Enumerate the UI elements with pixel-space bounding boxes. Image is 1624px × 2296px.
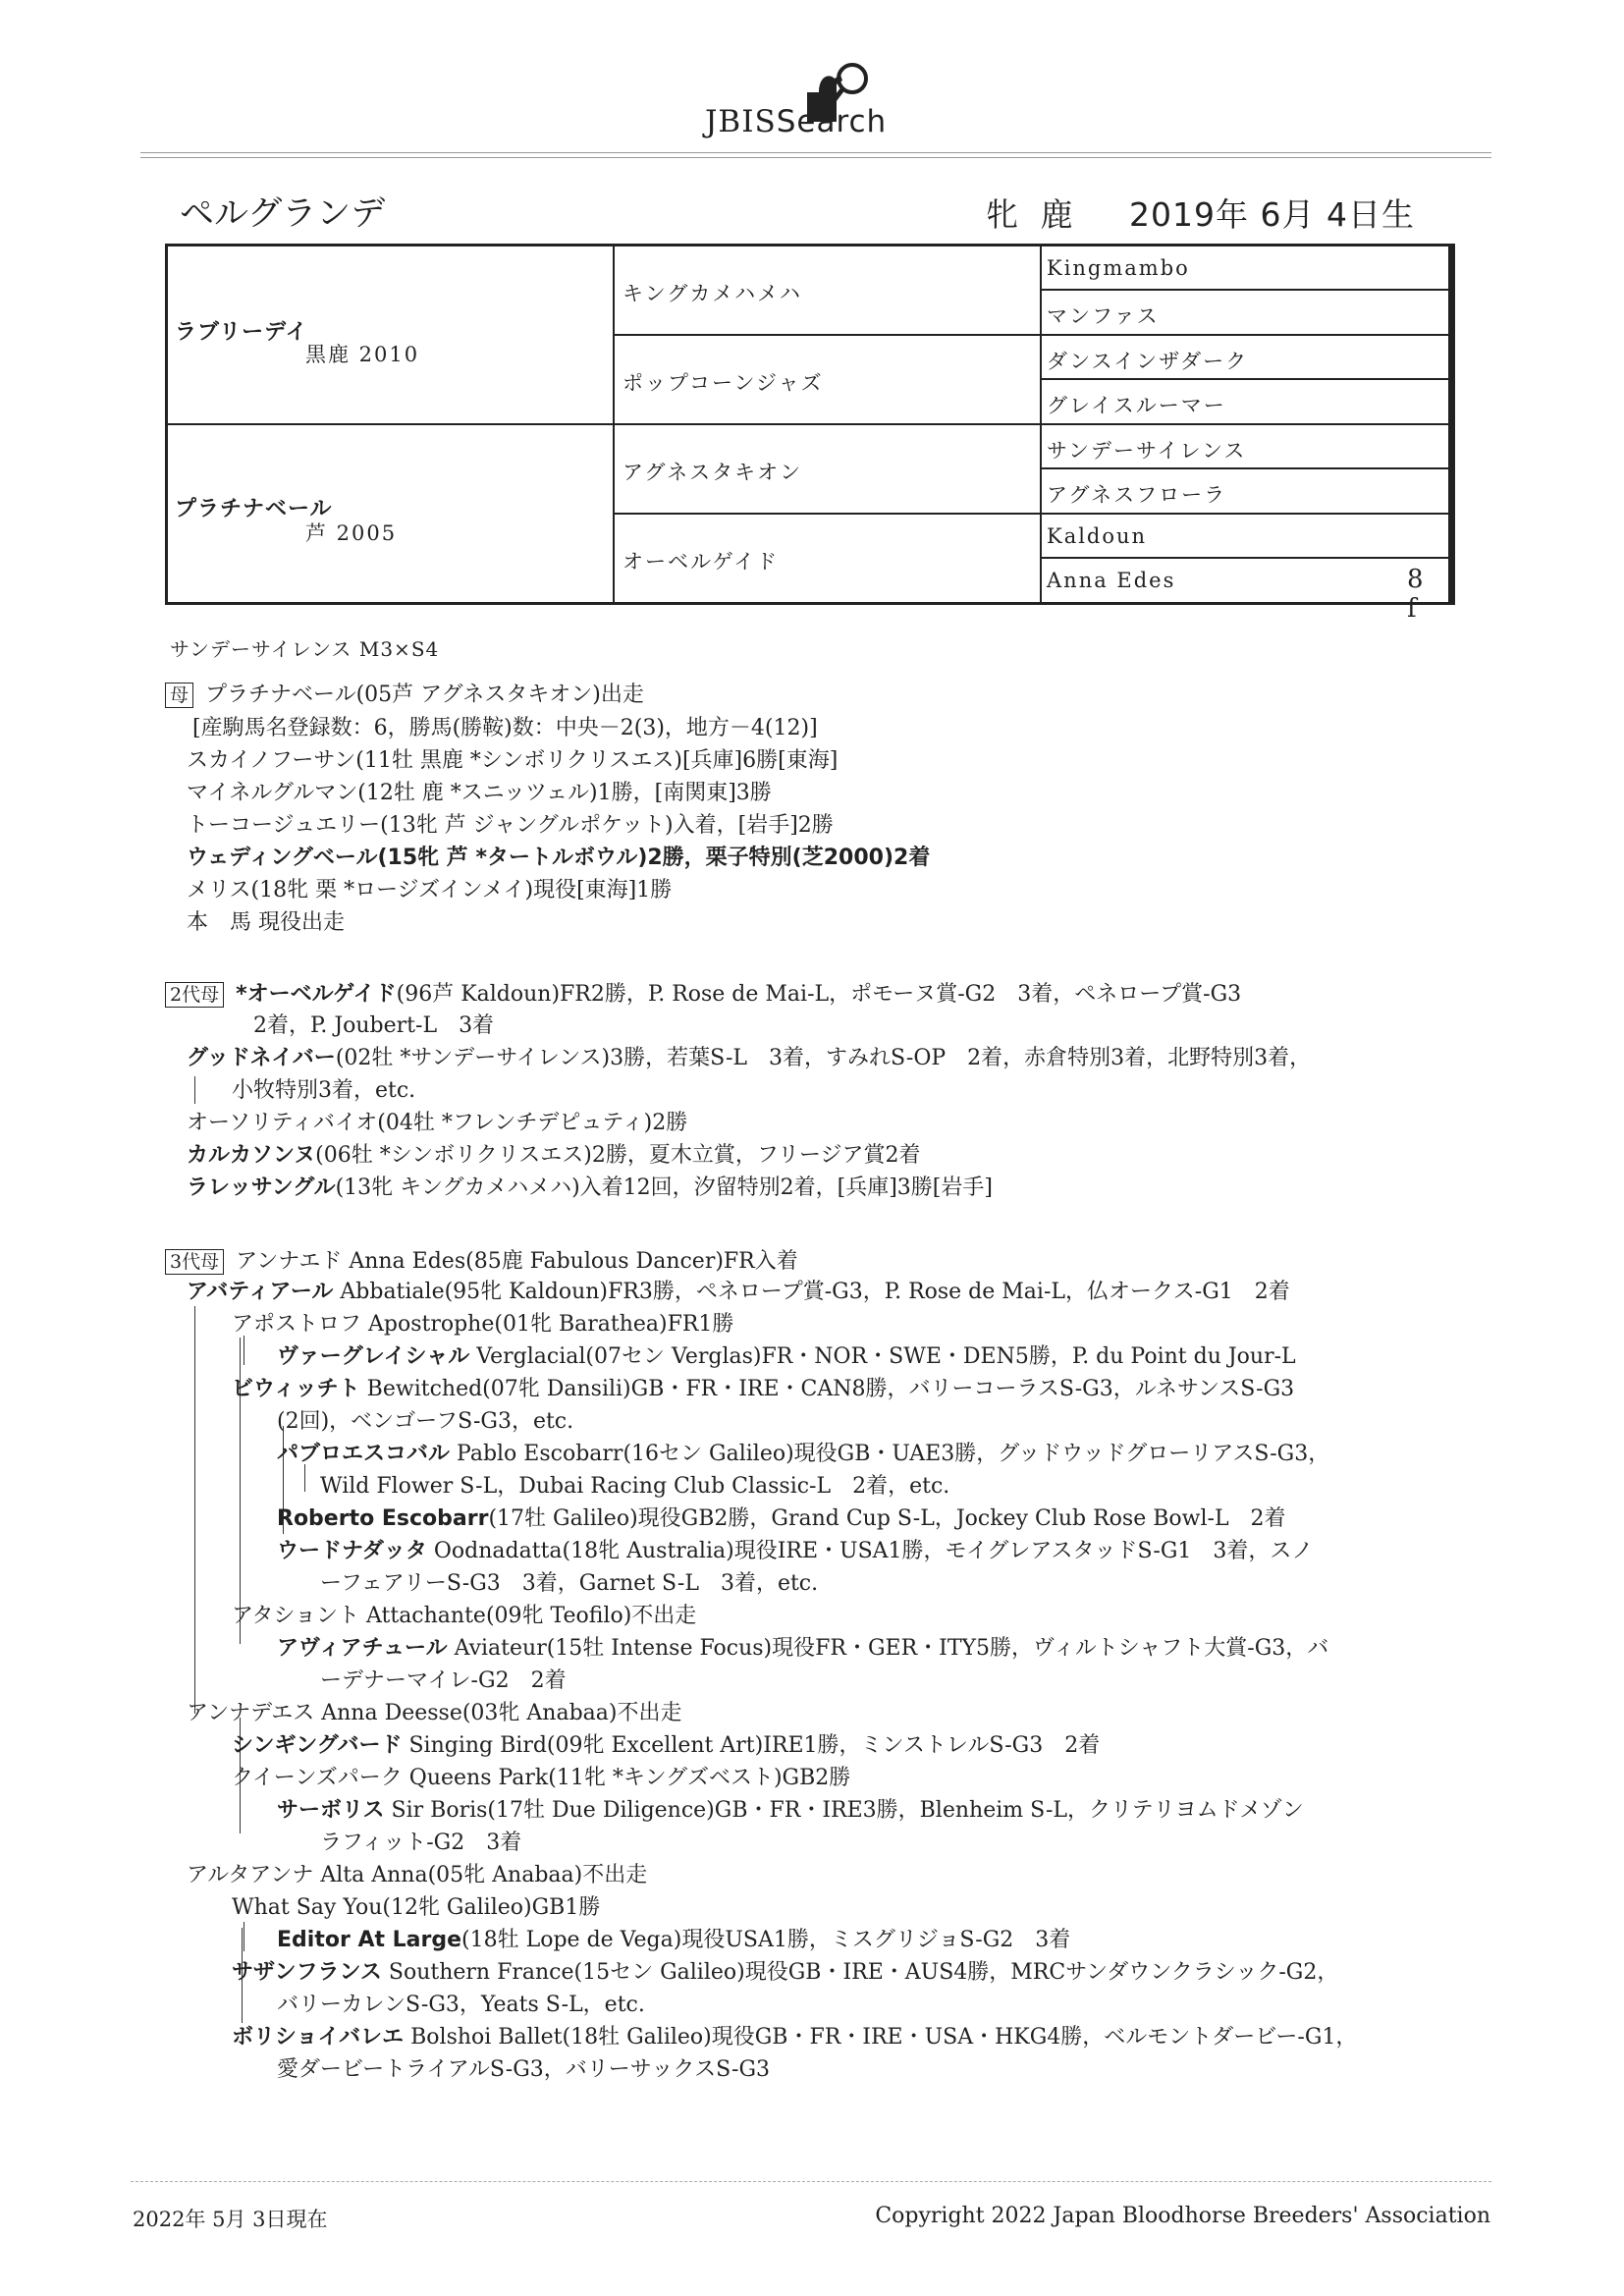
horse-name: Roberto Escobarr — [277, 1506, 489, 1531]
horse-name: アヴィアチュール — [277, 1636, 448, 1661]
horse-name: ヴァーグレイシャル — [277, 1344, 470, 1369]
granddam-line-4: 小牧特別3着，etc. — [232, 1078, 416, 1103]
granddam-line-6 — [187, 1145, 921, 1167]
jbis-logo — [705, 57, 941, 155]
s3-line-14: アンナデエス Anna Deesse(03牝 Anabaa)不出走 — [187, 1701, 682, 1725]
horse-name: ボリショイバレエ — [232, 2025, 405, 2050]
horse-record: Southern France(15セン Galileo)現役GB・IRE・AUS4勝，MRCサンダウンクラシック-G2， — [381, 1960, 1339, 1985]
horse-record: (17牡 Galileo)現役GB2勝，Grand Cup S-L，Jockey Club Rose Bowl-L 2着 — [488, 1506, 1286, 1531]
progeny-2: マイネルグルマン(12牡 鹿 *スニッツェル)1勝，[南関東]3勝 — [187, 781, 772, 805]
logo-text — [705, 104, 887, 139]
horse-record: (18牡 Lope de Vega)現役USA1勝，ミスグリジョS-G2 3着 — [461, 1928, 1071, 1952]
s3-line-1 — [187, 1282, 1290, 1303]
birth-date: 2019年 6月 4日生 — [1129, 195, 1415, 234]
s3-line-15 — [232, 1735, 1100, 1757]
s3-line-20: What Say You(12牝 Galileo)GB1勝 — [232, 1895, 601, 1920]
s3-line-16: クイーンズパーク Queens Park(11牝 *キングズベスト)GB2勝 — [232, 1766, 851, 1790]
horse-record: (02牡 *サンデーサイレンス)3勝，若葉S-L 3着，すみれS-OP 2着，赤倉特別3着，北野特別3着， — [335, 1046, 1312, 1070]
horse-name: Editor At Large — [277, 1928, 462, 1952]
s3-line-3 — [277, 1346, 1296, 1368]
s3-line-12 — [277, 1638, 1328, 1660]
tree-line — [194, 1306, 195, 1714]
s3-line-11: アタショント Attachante(09牝 Teofilo)不出走 — [232, 1604, 697, 1628]
gen3-7: Kaldoun — [1047, 524, 1148, 548]
horse-record: Pablo Escobarr(16セン Galileo)現役GB・UAE3勝，グッドウッドグローリアスS-G3， — [450, 1442, 1330, 1466]
gen3-3: ダンスインザダーク — [1047, 350, 1249, 373]
pedigree-table — [165, 244, 1455, 624]
horse-record: Bewitched(07牝 Dansili)GB・FR・IRE・CAN8勝，バリーコーラスS-G3，ルネサンスS-G3 — [359, 1377, 1295, 1401]
s3-line-24 — [232, 2027, 1357, 2049]
s3-line-4 — [232, 1379, 1294, 1400]
s3-line-7: Wild Flower S-L，Dubai Racing Club Classic-L 2着，etc. — [320, 1474, 950, 1499]
inbreeding-note: サンデーサイレンス M3×S4 — [170, 637, 440, 661]
progeny-4-text: ウェディングベール(15牝 芦 *タートルボウル)2勝，栗子特別(芝2000)2着 — [187, 846, 931, 870]
dam-summary: [産駒馬名登録数：6，勝馬(勝鞍)数：中央－2(3)，地方－4(12)] — [192, 716, 818, 740]
horse-record: Bolshoi Ballet(18牡 Galileo)現役GB・FR・IRE・USA・HKG4勝，ベルモントダービー-G1， — [404, 2025, 1358, 2050]
gen2-4: オーベルゲイド — [623, 550, 780, 574]
horse-name: ラレッサングル — [187, 1175, 336, 1200]
gen2-2: ポップコーンジャズ — [623, 371, 824, 395]
granddam-line-2: 2着，P. Joubert-L 3着 — [253, 1013, 495, 1038]
gen2-1: キングカメハメハ — [623, 282, 802, 305]
horse-record: Oodnadatta(18牝 Australia)現役IRE・USA1勝，モイグレアスタッドS-G1 3着，スノ — [426, 1539, 1314, 1563]
dam-head — [165, 683, 644, 708]
horse-record: Verglacial(07セン Verglas)FR・NOR・SWE・DEN5勝，P. du Point du Jour-L — [469, 1344, 1296, 1369]
granddam-line-7 — [187, 1177, 993, 1199]
as-of-date: 2022年 5月 3日現在 — [133, 2208, 328, 2231]
horse-name: ウードナダッタ — [277, 1539, 427, 1563]
horse-name: アバティアール — [187, 1280, 334, 1304]
gen3-2: マンファス — [1047, 304, 1160, 328]
sire-name: ラブリーデイ — [175, 320, 308, 345]
footer-rule — [131, 2181, 1491, 2182]
sire-info: 黒鹿 2010 — [305, 343, 420, 366]
s3-line-8 — [277, 1508, 1286, 1530]
s3-line-2: アポストロフ Apostrophe(01牝 Barathea)FR1勝 — [232, 1312, 734, 1337]
horse-name: シンギングバード — [232, 1733, 403, 1758]
gen3-1: Kingmambo — [1047, 256, 1190, 280]
horse-name: グッドネイバー — [187, 1046, 336, 1070]
s3-line-10: ーフェアリーS-G3 3着，Garnet S-L 3着，etc. — [320, 1571, 819, 1596]
s3-line-5: (2回)，ベンゴーフS-G3，etc. — [277, 1409, 574, 1434]
horse-name: ペルグランデ — [180, 194, 386, 234]
horse-name: ビウィッチト — [232, 1377, 360, 1401]
dam-name: プラチナベール — [175, 497, 333, 521]
s3-line-22 — [232, 1962, 1338, 1984]
horse-record: (06牡 *シンボリクリスエス)2勝，夏木立賞，フリージア賞2着 — [315, 1143, 921, 1168]
gen3-8: Anna Edes — [1047, 569, 1176, 592]
gen2-3: アグネスタキオン — [623, 461, 803, 484]
progeny-6: 本 馬 現役出走 — [187, 910, 345, 935]
dam-info: 芦 2005 — [305, 521, 398, 545]
granddam-line-1 — [165, 982, 1241, 1008]
progeny-1: スカイノフーサン(11牡 黒鹿 *シンボリクリスエス)[兵庫]6勝[東海] — [187, 748, 839, 773]
s3-line-17 — [277, 1800, 1304, 1822]
s3-line-6 — [277, 1444, 1329, 1465]
progeny-3: トーコージュエリー(13牝 芦 ジャングルポケット)入着，[岩手]2勝 — [187, 813, 834, 838]
progeny-4 — [187, 847, 930, 869]
s3-line-9 — [277, 1541, 1313, 1562]
header-rule — [140, 152, 1491, 158]
section-label: 母 — [165, 683, 193, 708]
s3-line-21 — [277, 1930, 1070, 1951]
horse-name: パブロエスコバル — [277, 1442, 451, 1466]
tree-line — [194, 1076, 195, 1104]
gen3-5: サンデーサイレンス — [1047, 439, 1247, 463]
family-number: 8 f — [1407, 565, 1434, 624]
gen3-4: グレイスルーマー — [1047, 394, 1226, 417]
granddam-name: *オーベルゲイド — [236, 982, 397, 1007]
s3-line-19: アルタアンナ Alta Anna(05牝 Anabaa)不出走 — [187, 1863, 648, 1887]
horse-record: Singing Bird(09牝 Excellent Art)IRE1勝，ミンストレルS-G3 2着 — [402, 1733, 1101, 1758]
copyright: Copyright 2022 Japan Bloodhorse Breeders' Association — [875, 2204, 1490, 2228]
horse-record: (13牝 キングカメハメハ)入着12回，汐留特別2着，[兵庫]3勝[岩手] — [335, 1175, 993, 1200]
section-label: 3代母 — [165, 1249, 224, 1275]
s3-line-25: 愛ダービートライアルS-G3，バリーサックスS-G3 — [277, 2057, 771, 2082]
granddam-line-5: オーソリティバイオ(04牡 *フレンチデピュティ)2勝 — [187, 1111, 688, 1135]
progeny-5: メリス(18牝 栗 *ロージズインメイ)現役[東海]1勝 — [187, 878, 673, 902]
s3-line-18: ラフィット-G2 3着 — [320, 1831, 522, 1855]
great-granddam-head — [165, 1249, 798, 1275]
horse-name: カルカソンヌ — [187, 1143, 316, 1168]
granddam-record: (96芦 Kaldoun)FR2勝，P. Rose de Mai-L，ポモーヌ賞-G2 3着，ペネロープ賞-G3 — [396, 982, 1242, 1007]
logo-jbis: JBIS — [705, 104, 777, 139]
horse-name: サザンフランス — [232, 1960, 382, 1985]
horse-record: Aviateur(15牡 Intense Focus)現役FR・GER・ITY5勝，ヴィルトシャフト大賞-G3，バ — [447, 1636, 1329, 1661]
great-granddam-text: アンナエド Anna Edes(85鹿 Fabulous Dancer)FR入着 — [236, 1249, 798, 1274]
tree-line — [304, 1464, 305, 1492]
granddam-line-3 — [187, 1048, 1311, 1069]
section-label: 2代母 — [165, 982, 224, 1008]
logo-search: Search — [776, 104, 888, 139]
horse-record: Abbatiale(95牝 Kaldoun)FR3勝，ペネロープ賞-G3，P. Rose de Mai-L，仏オークス-G1 2着 — [333, 1280, 1290, 1304]
s3-line-13: ーデナーマイレ-G2 2着 — [320, 1668, 567, 1693]
dam-head-text: プラチナベール(05芦 アグネスタキオン)出走 — [205, 683, 644, 707]
horse-name: サーボリス — [277, 1798, 385, 1823]
horse-record: Sir Boris(17牡 Due Diligence)GB・FR・IRE3勝，Blenheim S-L，クリテリヨムドメゾン — [384, 1798, 1304, 1823]
sex-color: 牝 鹿 — [986, 195, 1079, 234]
s3-line-23: バリーカレンS-G3，Yeats S-L，etc. — [277, 1993, 645, 2017]
gen3-6: アグネスフローラ — [1047, 483, 1227, 507]
